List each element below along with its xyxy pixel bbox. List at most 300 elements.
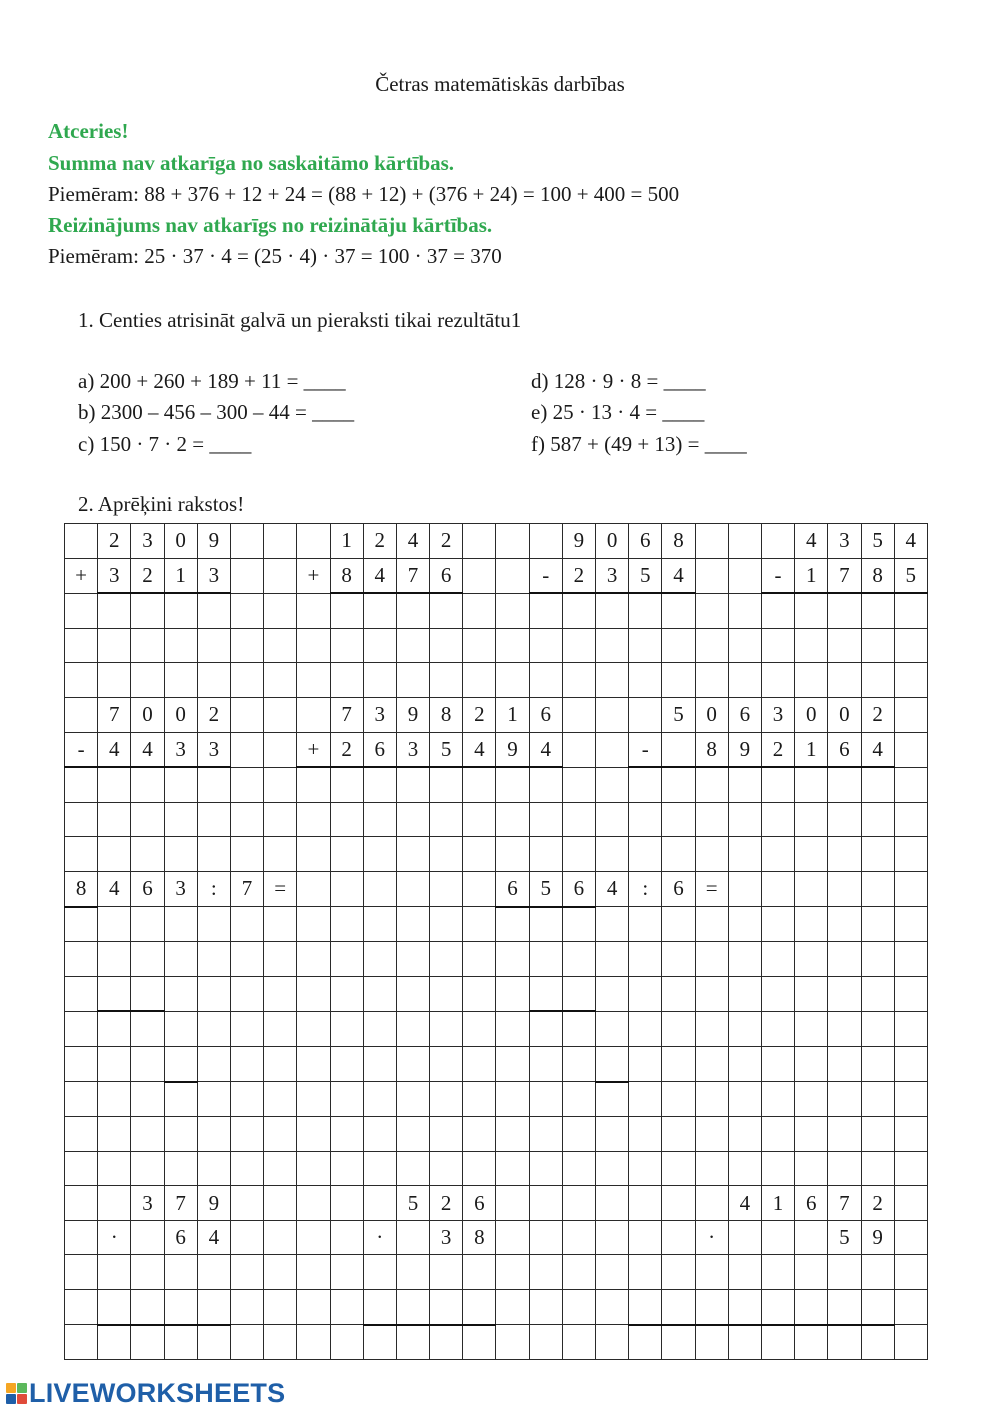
grid-cell[interactable]: [894, 837, 927, 872]
grid-cell[interactable]: [131, 802, 164, 837]
grid-cell[interactable]: [695, 1117, 728, 1152]
grid-cell[interactable]: [264, 976, 297, 1011]
grid-cell[interactable]: [695, 976, 728, 1011]
grid-cell[interactable]: [761, 524, 794, 559]
grid-cell[interactable]: [894, 593, 927, 628]
grid-cell[interactable]: [828, 942, 861, 977]
grid-cell[interactable]: 7: [98, 697, 131, 732]
grid-cell[interactable]: -: [629, 732, 662, 767]
grid-cell[interactable]: 4: [529, 732, 562, 767]
grid-cell[interactable]: [795, 1046, 828, 1081]
grid-cell[interactable]: [396, 1082, 429, 1117]
grid-cell[interactable]: 2: [363, 524, 396, 559]
grid-cell[interactable]: [197, 837, 230, 872]
grid-cell[interactable]: [230, 697, 263, 732]
grid-cell[interactable]: [264, 1082, 297, 1117]
grid-cell[interactable]: [695, 907, 728, 942]
grid-cell[interactable]: [98, 942, 131, 977]
grid-cell[interactable]: [828, 871, 861, 906]
grid-cell[interactable]: [463, 1046, 496, 1081]
grid-cell[interactable]: 3: [197, 558, 230, 593]
grid-cell[interactable]: [629, 942, 662, 977]
grid-cell[interactable]: [330, 1082, 363, 1117]
grid-cell[interactable]: [728, 1011, 761, 1046]
grid-cell[interactable]: [596, 628, 629, 663]
grid-cell[interactable]: [761, 628, 794, 663]
grid-cell[interactable]: 6: [496, 871, 529, 906]
grid-cell[interactable]: [396, 942, 429, 977]
grid-cell[interactable]: [728, 1046, 761, 1081]
grid-cell[interactable]: [131, 593, 164, 628]
grid-cell[interactable]: 3: [131, 1186, 164, 1221]
grid-cell[interactable]: :: [197, 871, 230, 906]
grid-cell[interactable]: [562, 1151, 595, 1186]
grid-cell[interactable]: [695, 1255, 728, 1290]
grid-cell[interactable]: [65, 942, 98, 977]
grid-cell[interactable]: [894, 1255, 927, 1290]
grid-cell[interactable]: [264, 767, 297, 802]
grid-cell[interactable]: [396, 1220, 429, 1255]
grid-cell[interactable]: [330, 1255, 363, 1290]
grid-cell[interactable]: [98, 1290, 131, 1325]
grid-cell[interactable]: [795, 907, 828, 942]
grid-cell[interactable]: [695, 558, 728, 593]
grid-cell[interactable]: ·: [98, 1220, 131, 1255]
grid-cell[interactable]: [197, 907, 230, 942]
grid-cell[interactable]: [363, 837, 396, 872]
grid-cell[interactable]: [662, 628, 695, 663]
grid-cell[interactable]: [65, 628, 98, 663]
grid-cell[interactable]: [363, 1255, 396, 1290]
grid-cell[interactable]: 2: [761, 732, 794, 767]
grid-cell[interactable]: [330, 907, 363, 942]
grid-cell[interactable]: [629, 767, 662, 802]
grid-cell[interactable]: [131, 1046, 164, 1081]
grid-cell[interactable]: 5: [894, 558, 927, 593]
grid-cell[interactable]: [894, 802, 927, 837]
grid-cell[interactable]: [264, 907, 297, 942]
grid-cell[interactable]: [629, 1290, 662, 1325]
grid-cell[interactable]: [297, 1255, 330, 1290]
grid-cell[interactable]: [894, 628, 927, 663]
grid-cell[interactable]: [761, 1046, 794, 1081]
grid-cell[interactable]: [65, 663, 98, 698]
grid-cell[interactable]: [761, 1011, 794, 1046]
grid-cell[interactable]: [430, 802, 463, 837]
grid-cell[interactable]: [828, 1011, 861, 1046]
grid-cell[interactable]: [728, 593, 761, 628]
grid-cell[interactable]: [164, 907, 197, 942]
grid-cell[interactable]: 0: [828, 697, 861, 732]
grid-cell[interactable]: [828, 1255, 861, 1290]
grid-cell[interactable]: 3: [596, 558, 629, 593]
grid-cell[interactable]: [496, 837, 529, 872]
grid-cell[interactable]: [197, 1290, 230, 1325]
grid-cell[interactable]: [264, 802, 297, 837]
grid-cell[interactable]: [230, 558, 263, 593]
grid-cell[interactable]: [396, 1151, 429, 1186]
grid-cell[interactable]: [596, 1220, 629, 1255]
grid-cell[interactable]: 6: [795, 1186, 828, 1221]
grid-cell[interactable]: -: [761, 558, 794, 593]
grid-cell[interactable]: [662, 1186, 695, 1221]
grid-cell[interactable]: [861, 907, 894, 942]
grid-cell[interactable]: [728, 628, 761, 663]
grid-cell[interactable]: [529, 1046, 562, 1081]
grid-cell[interactable]: 7: [828, 1186, 861, 1221]
grid-cell[interactable]: [828, 1046, 861, 1081]
grid-cell[interactable]: 9: [861, 1220, 894, 1255]
grid-cell[interactable]: [230, 1082, 263, 1117]
grid-cell[interactable]: [297, 1325, 330, 1360]
grid-cell[interactable]: [496, 1186, 529, 1221]
grid-cell[interactable]: [363, 1325, 396, 1360]
grid-cell[interactable]: [596, 802, 629, 837]
grid-cell[interactable]: [629, 628, 662, 663]
grid-cell[interactable]: [695, 1186, 728, 1221]
grid-cell[interactable]: [496, 1220, 529, 1255]
grid-cell[interactable]: [197, 1151, 230, 1186]
grid-cell[interactable]: [562, 1117, 595, 1152]
grid-cell[interactable]: 6: [131, 871, 164, 906]
grid-cell[interactable]: [529, 802, 562, 837]
grid-cell[interactable]: [363, 802, 396, 837]
grid-cell[interactable]: [662, 907, 695, 942]
grid-cell[interactable]: [430, 1151, 463, 1186]
grid-cell[interactable]: [131, 1151, 164, 1186]
grid-cell[interactable]: [795, 1011, 828, 1046]
grid-cell[interactable]: [596, 732, 629, 767]
grid-cell[interactable]: [396, 871, 429, 906]
task1-item-d[interactable]: d) 128 · 9 · 8 = ____: [531, 369, 706, 393]
grid-cell[interactable]: [695, 1290, 728, 1325]
grid-cell[interactable]: [496, 1290, 529, 1325]
grid-cell[interactable]: [562, 1046, 595, 1081]
grid-cell[interactable]: [728, 802, 761, 837]
grid-cell[interactable]: [529, 1290, 562, 1325]
grid-cell[interactable]: [297, 1082, 330, 1117]
grid-cell[interactable]: [596, 907, 629, 942]
grid-cell[interactable]: [529, 1220, 562, 1255]
grid-cell[interactable]: [197, 663, 230, 698]
grid-cell[interactable]: [330, 1290, 363, 1325]
grid-cell[interactable]: [894, 1082, 927, 1117]
grid-cell[interactable]: [795, 628, 828, 663]
grid-cell[interactable]: [828, 628, 861, 663]
grid-cell[interactable]: 2: [98, 524, 131, 559]
grid-cell[interactable]: [596, 1046, 629, 1081]
grid-cell[interactable]: [894, 1325, 927, 1360]
grid-cell[interactable]: [65, 1290, 98, 1325]
grid-cell[interactable]: [596, 767, 629, 802]
grid-cell[interactable]: [795, 1290, 828, 1325]
grid-cell[interactable]: 3: [164, 871, 197, 906]
grid-cell[interactable]: [363, 1290, 396, 1325]
grid-cell[interactable]: [894, 871, 927, 906]
grid-cell[interactable]: +: [297, 732, 330, 767]
grid-cell[interactable]: +: [297, 558, 330, 593]
grid-cell[interactable]: [65, 697, 98, 732]
grid-cell[interactable]: [396, 837, 429, 872]
grid-cell[interactable]: [662, 767, 695, 802]
grid-cell[interactable]: 2: [463, 697, 496, 732]
grid-cell[interactable]: [396, 1046, 429, 1081]
grid-cell[interactable]: [861, 1011, 894, 1046]
grid-cell[interactable]: 4: [396, 524, 429, 559]
grid-cell[interactable]: [65, 976, 98, 1011]
grid-cell[interactable]: [65, 1186, 98, 1221]
grid-cell[interactable]: 6: [463, 1186, 496, 1221]
grid-cell[interactable]: [463, 871, 496, 906]
grid-cell[interactable]: [562, 767, 595, 802]
grid-cell[interactable]: [562, 1255, 595, 1290]
grid-cell[interactable]: [695, 1151, 728, 1186]
grid-cell[interactable]: [562, 837, 595, 872]
grid-cell[interactable]: [761, 871, 794, 906]
grid-cell[interactable]: [230, 1325, 263, 1360]
grid-cell[interactable]: [363, 942, 396, 977]
grid-cell[interactable]: 7: [396, 558, 429, 593]
grid-cell[interactable]: [894, 976, 927, 1011]
grid-cell[interactable]: [662, 802, 695, 837]
grid-cell[interactable]: [894, 767, 927, 802]
grid-cell[interactable]: [496, 976, 529, 1011]
grid-cell[interactable]: 9: [562, 524, 595, 559]
grid-cell[interactable]: [430, 767, 463, 802]
grid-cell[interactable]: [629, 837, 662, 872]
grid-cell[interactable]: [264, 837, 297, 872]
grid-cell[interactable]: [98, 802, 131, 837]
grid-cell[interactable]: 1: [496, 697, 529, 732]
grid-cell[interactable]: 5: [396, 1186, 429, 1221]
grid-cell[interactable]: [363, 907, 396, 942]
grid-cell[interactable]: ·: [363, 1220, 396, 1255]
grid-cell[interactable]: [363, 976, 396, 1011]
grid-cell[interactable]: 3: [396, 732, 429, 767]
grid-cell[interactable]: [828, 907, 861, 942]
grid-cell[interactable]: [562, 593, 595, 628]
grid-cell[interactable]: 3: [363, 697, 396, 732]
grid-cell[interactable]: [761, 1325, 794, 1360]
grid-cell[interactable]: [98, 767, 131, 802]
grid-cell[interactable]: [562, 628, 595, 663]
grid-cell[interactable]: [861, 1290, 894, 1325]
grid-cell[interactable]: [795, 1117, 828, 1152]
grid-cell[interactable]: [131, 907, 164, 942]
grid-cell[interactable]: [197, 1082, 230, 1117]
grid-cell[interactable]: [264, 1117, 297, 1152]
grid-cell[interactable]: [562, 1290, 595, 1325]
grid-cell[interactable]: [463, 1255, 496, 1290]
grid-cell[interactable]: [264, 942, 297, 977]
grid-cell[interactable]: [264, 593, 297, 628]
grid-cell[interactable]: [463, 1325, 496, 1360]
grid-cell[interactable]: [297, 907, 330, 942]
grid-cell[interactable]: [596, 1186, 629, 1221]
grid-cell[interactable]: [65, 802, 98, 837]
grid-cell[interactable]: [795, 1220, 828, 1255]
grid-cell[interactable]: [828, 837, 861, 872]
grid-cell[interactable]: [728, 524, 761, 559]
grid-cell[interactable]: 2: [861, 697, 894, 732]
grid-cell[interactable]: [861, 1082, 894, 1117]
grid-cell[interactable]: [629, 1220, 662, 1255]
grid-cell[interactable]: [330, 1046, 363, 1081]
grid-cell[interactable]: [662, 1255, 695, 1290]
grid-cell[interactable]: [230, 1046, 263, 1081]
grid-cell[interactable]: [197, 1046, 230, 1081]
grid-cell[interactable]: [297, 697, 330, 732]
grid-cell[interactable]: 4: [131, 732, 164, 767]
grid-cell[interactable]: [330, 1220, 363, 1255]
grid-cell[interactable]: [894, 1011, 927, 1046]
grid-cell[interactable]: [894, 1220, 927, 1255]
grid-cell[interactable]: 5: [430, 732, 463, 767]
grid-cell[interactable]: 6: [164, 1220, 197, 1255]
grid-cell[interactable]: 1: [164, 558, 197, 593]
grid-cell[interactable]: [230, 1117, 263, 1152]
grid-cell[interactable]: [197, 942, 230, 977]
grid-cell[interactable]: [596, 1151, 629, 1186]
grid-cell[interactable]: [861, 1117, 894, 1152]
grid-cell[interactable]: [297, 837, 330, 872]
grid-cell[interactable]: 7: [330, 697, 363, 732]
grid-cell[interactable]: [728, 558, 761, 593]
grid-cell[interactable]: [430, 628, 463, 663]
grid-cell[interactable]: 0: [795, 697, 828, 732]
grid-cell[interactable]: [363, 871, 396, 906]
grid-cell[interactable]: [396, 1325, 429, 1360]
grid-cell[interactable]: 6: [562, 871, 595, 906]
grid-cell[interactable]: [496, 1046, 529, 1081]
grid-cell[interactable]: [330, 663, 363, 698]
grid-cell[interactable]: [297, 1290, 330, 1325]
grid-cell[interactable]: [662, 976, 695, 1011]
grid-cell[interactable]: [98, 837, 131, 872]
grid-cell[interactable]: [396, 1011, 429, 1046]
grid-cell[interactable]: [98, 1082, 131, 1117]
grid-cell[interactable]: [529, 1082, 562, 1117]
grid-cell[interactable]: [131, 663, 164, 698]
grid-cell[interactable]: [728, 1151, 761, 1186]
grid-cell[interactable]: [662, 1082, 695, 1117]
grid-cell[interactable]: [529, 907, 562, 942]
grid-cell[interactable]: 8: [330, 558, 363, 593]
grid-cell[interactable]: 3: [131, 524, 164, 559]
grid-cell[interactable]: [164, 976, 197, 1011]
grid-cell[interactable]: [496, 907, 529, 942]
grid-cell[interactable]: [596, 942, 629, 977]
grid-cell[interactable]: [430, 1082, 463, 1117]
grid-cell[interactable]: [396, 767, 429, 802]
grid-cell[interactable]: [463, 1117, 496, 1152]
grid-cell[interactable]: [828, 593, 861, 628]
grid-cell[interactable]: [197, 802, 230, 837]
grid-cell[interactable]: [828, 1325, 861, 1360]
grid-cell[interactable]: [761, 907, 794, 942]
grid-cell[interactable]: [894, 1046, 927, 1081]
grid-cell[interactable]: 6: [662, 871, 695, 906]
grid-cell[interactable]: [363, 1151, 396, 1186]
grid-cell[interactable]: [828, 1117, 861, 1152]
grid-cell[interactable]: 2: [330, 732, 363, 767]
grid-cell[interactable]: [330, 1117, 363, 1152]
grid-cell[interactable]: [662, 732, 695, 767]
grid-cell[interactable]: 2: [131, 558, 164, 593]
grid-cell[interactable]: [728, 1117, 761, 1152]
grid-cell[interactable]: [297, 1046, 330, 1081]
grid-cell[interactable]: [65, 1255, 98, 1290]
grid-cell[interactable]: [164, 1290, 197, 1325]
grid-cell[interactable]: [463, 663, 496, 698]
grid-cell[interactable]: [98, 1186, 131, 1221]
grid-cell[interactable]: [529, 942, 562, 977]
grid-cell[interactable]: [496, 1151, 529, 1186]
grid-cell[interactable]: [496, 1117, 529, 1152]
grid-cell[interactable]: [529, 524, 562, 559]
grid-cell[interactable]: [828, 663, 861, 698]
grid-cell[interactable]: [596, 593, 629, 628]
grid-cell[interactable]: [596, 1255, 629, 1290]
grid-cell[interactable]: [496, 628, 529, 663]
grid-cell[interactable]: =: [695, 871, 728, 906]
grid-cell[interactable]: 2: [861, 1186, 894, 1221]
grid-cell[interactable]: [363, 663, 396, 698]
grid-cell[interactable]: [562, 732, 595, 767]
grid-cell[interactable]: [496, 1255, 529, 1290]
grid-cell[interactable]: [430, 593, 463, 628]
grid-cell[interactable]: [562, 802, 595, 837]
grid-cell[interactable]: [596, 1325, 629, 1360]
grid-cell[interactable]: [65, 1082, 98, 1117]
grid-cell[interactable]: [230, 663, 263, 698]
grid-cell[interactable]: [230, 907, 263, 942]
grid-cell[interactable]: [695, 663, 728, 698]
grid-cell[interactable]: [65, 593, 98, 628]
grid-cell[interactable]: [98, 1011, 131, 1046]
grid-cell[interactable]: [828, 802, 861, 837]
grid-cell[interactable]: [662, 1011, 695, 1046]
grid-cell[interactable]: [396, 663, 429, 698]
grid-cell[interactable]: [164, 1151, 197, 1186]
grid-cell[interactable]: [795, 593, 828, 628]
grid-cell[interactable]: 1: [761, 1186, 794, 1221]
grid-cell[interactable]: [164, 593, 197, 628]
grid-cell[interactable]: [330, 837, 363, 872]
grid-cell[interactable]: [562, 907, 595, 942]
grid-cell[interactable]: [98, 907, 131, 942]
grid-cell[interactable]: [795, 942, 828, 977]
grid-cell[interactable]: 3: [430, 1220, 463, 1255]
grid-cell[interactable]: [463, 593, 496, 628]
grid-cell[interactable]: [297, 871, 330, 906]
grid-cell[interactable]: [761, 1082, 794, 1117]
grid-cell[interactable]: [264, 1325, 297, 1360]
grid-cell[interactable]: 6: [529, 697, 562, 732]
grid-cell[interactable]: [65, 767, 98, 802]
grid-cell[interactable]: 4: [98, 871, 131, 906]
grid-cell[interactable]: [330, 593, 363, 628]
grid-cell[interactable]: [430, 907, 463, 942]
grid-cell[interactable]: [396, 593, 429, 628]
grid-cell[interactable]: [795, 976, 828, 1011]
grid-cell[interactable]: [230, 942, 263, 977]
grid-cell[interactable]: 4: [728, 1186, 761, 1221]
grid-cell[interactable]: [529, 628, 562, 663]
grid-cell[interactable]: [861, 663, 894, 698]
grid-cell[interactable]: [98, 663, 131, 698]
grid-cell[interactable]: [496, 767, 529, 802]
